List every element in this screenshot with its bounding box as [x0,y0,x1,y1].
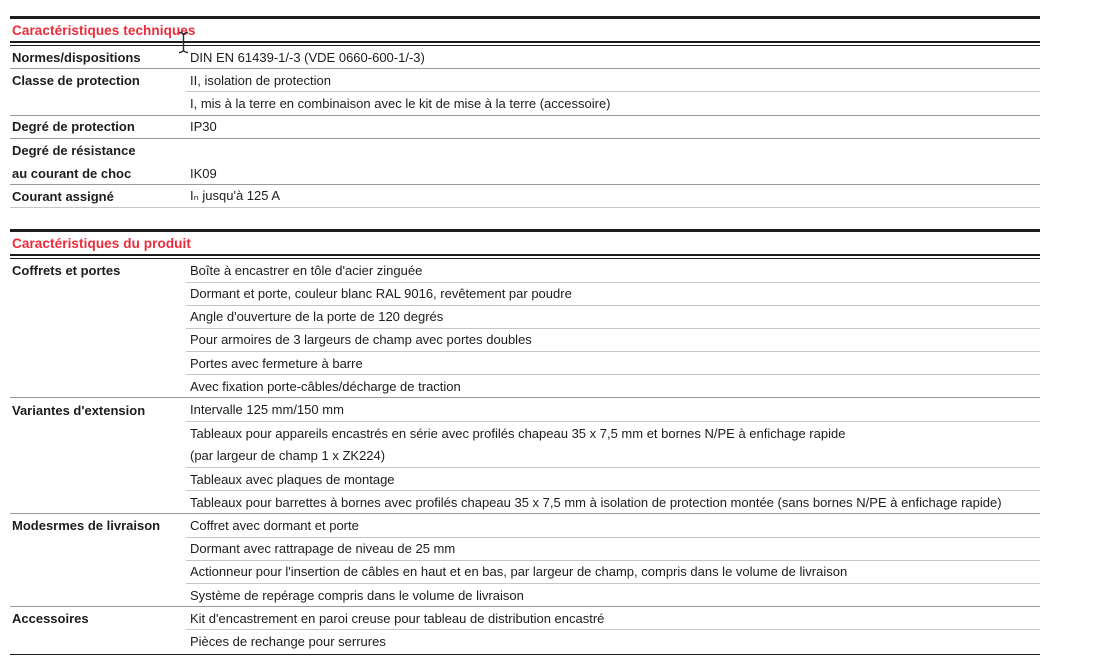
row-value: Dormant et porte, couleur blanc RAL 9016, revêtement par poudre [186,283,1040,306]
row-label: Degré de protection [12,119,135,135]
row-value: Kit d'encastrement en paroi creuse pour tableau de distribution encastré [186,607,1040,630]
table-bottom-rule [10,654,1040,657]
row-label: Variantes d'extension [12,402,146,418]
row-label [10,468,186,491]
row-label [10,92,186,114]
row-label [10,584,186,606]
row-label [10,283,186,306]
table-row [10,69,1040,92]
row-value: Actionneur pour l'insertion de câbles en haut et en bas, par largeur de champ, compris dans le volume de livraison [186,561,1040,584]
table-row [10,445,1040,468]
row-value: II, isolation de protection [186,69,1040,92]
spec-section [10,16,1040,208]
row-label [10,352,186,375]
row-value: DIN EN 61439-1/-3 (VDE 0660-600-1/-3) [190,49,425,65]
row-label [10,491,186,513]
row-value: Tableaux avec plaques de montage [186,468,1040,491]
row-value: Pièces de rechange pour serrures [190,634,386,650]
row-value: IP30 [190,119,217,135]
row-value: Boîte à encastrer en tôle d'acier zinguée [186,259,1040,282]
table-row [10,514,1040,537]
table-row [10,139,1040,162]
row-label: Classe de protection [12,73,140,89]
row-label [10,538,186,561]
row-value: IK09 [190,165,217,181]
row-label [10,375,186,397]
row-value: Portes avec fermeture à barre [186,352,1040,375]
row-label: Courant assigné [12,188,114,204]
table-row [10,283,1040,306]
section-title: Caractéristiques du produit [12,236,191,252]
row-value: Pour armoires de 3 largeurs de champ avec portes doubles [186,329,1040,352]
table-row [10,491,1040,514]
row-label [10,329,186,352]
table-row [10,306,1040,329]
table-row [10,329,1040,352]
row-value: Avec fixation porte-câbles/décharge de traction [190,378,461,394]
row-value: Angle d'ouverture de la porte de 120 degrés [186,306,1040,329]
row-label: au courant de choc [12,165,132,181]
table-row [10,259,1040,282]
spec-section [10,229,1040,657]
row-value: Coffret avec dormant et porte [186,514,1040,537]
row-label: Degré de résistance [12,142,136,158]
row-value: I, mis à la terre en combinaison avec le kit de mise à la terre (accessoire) [190,95,611,111]
row-value [186,139,1040,162]
table-row [10,468,1040,491]
row-value: Tableaux pour appareils encastrés en série avec profilés chapeau 35 x 7,5 mm et bornes N/PE à enfichage rapide [190,425,846,441]
section-rows [10,46,1040,208]
row-label [10,445,186,468]
row-label: Normes/dispositions [12,49,141,65]
table-row [10,46,1040,69]
row-value: Système de repérage compris dans le volume de livraison [190,587,524,603]
row-label [10,422,186,445]
row-label [10,561,186,584]
table-row [10,561,1040,584]
row-label: Modesrmes de livraison [12,518,161,534]
table-row [10,116,1040,139]
row-value: Dormant avec rattrapage de niveau de 25 mm [186,538,1040,561]
table-row [10,630,1040,653]
row-label [10,630,186,653]
row-label: Accessoires [12,611,89,627]
section-title: Caractéristiques techniques [12,23,196,38]
row-value: Tableaux pour barrettes à bornes avec profilés chapeau 35 x 7,5 mm à isolation de protection montée (sans bornes N/PE à enfichage rapide) [190,494,1002,510]
row-value: Intervalle 125 mm/150 mm [186,398,1040,421]
table-row [10,162,1040,185]
table-row [10,185,1040,208]
table-row [10,375,1040,398]
row-value: Iₙ jusqu'à 125 A [190,188,281,204]
row-value: (par largeur de champ 1 x ZK224) [186,445,1040,468]
table-row [10,352,1040,375]
spec-table [10,16,1040,657]
row-label: Coffrets et portes [12,263,121,279]
table-row [10,398,1040,421]
section-rows [10,259,1040,653]
row-label [10,306,186,329]
table-row [10,584,1040,607]
table-row [10,422,1040,445]
table-row [10,538,1040,561]
table-row [10,607,1040,630]
table-row [10,92,1040,115]
